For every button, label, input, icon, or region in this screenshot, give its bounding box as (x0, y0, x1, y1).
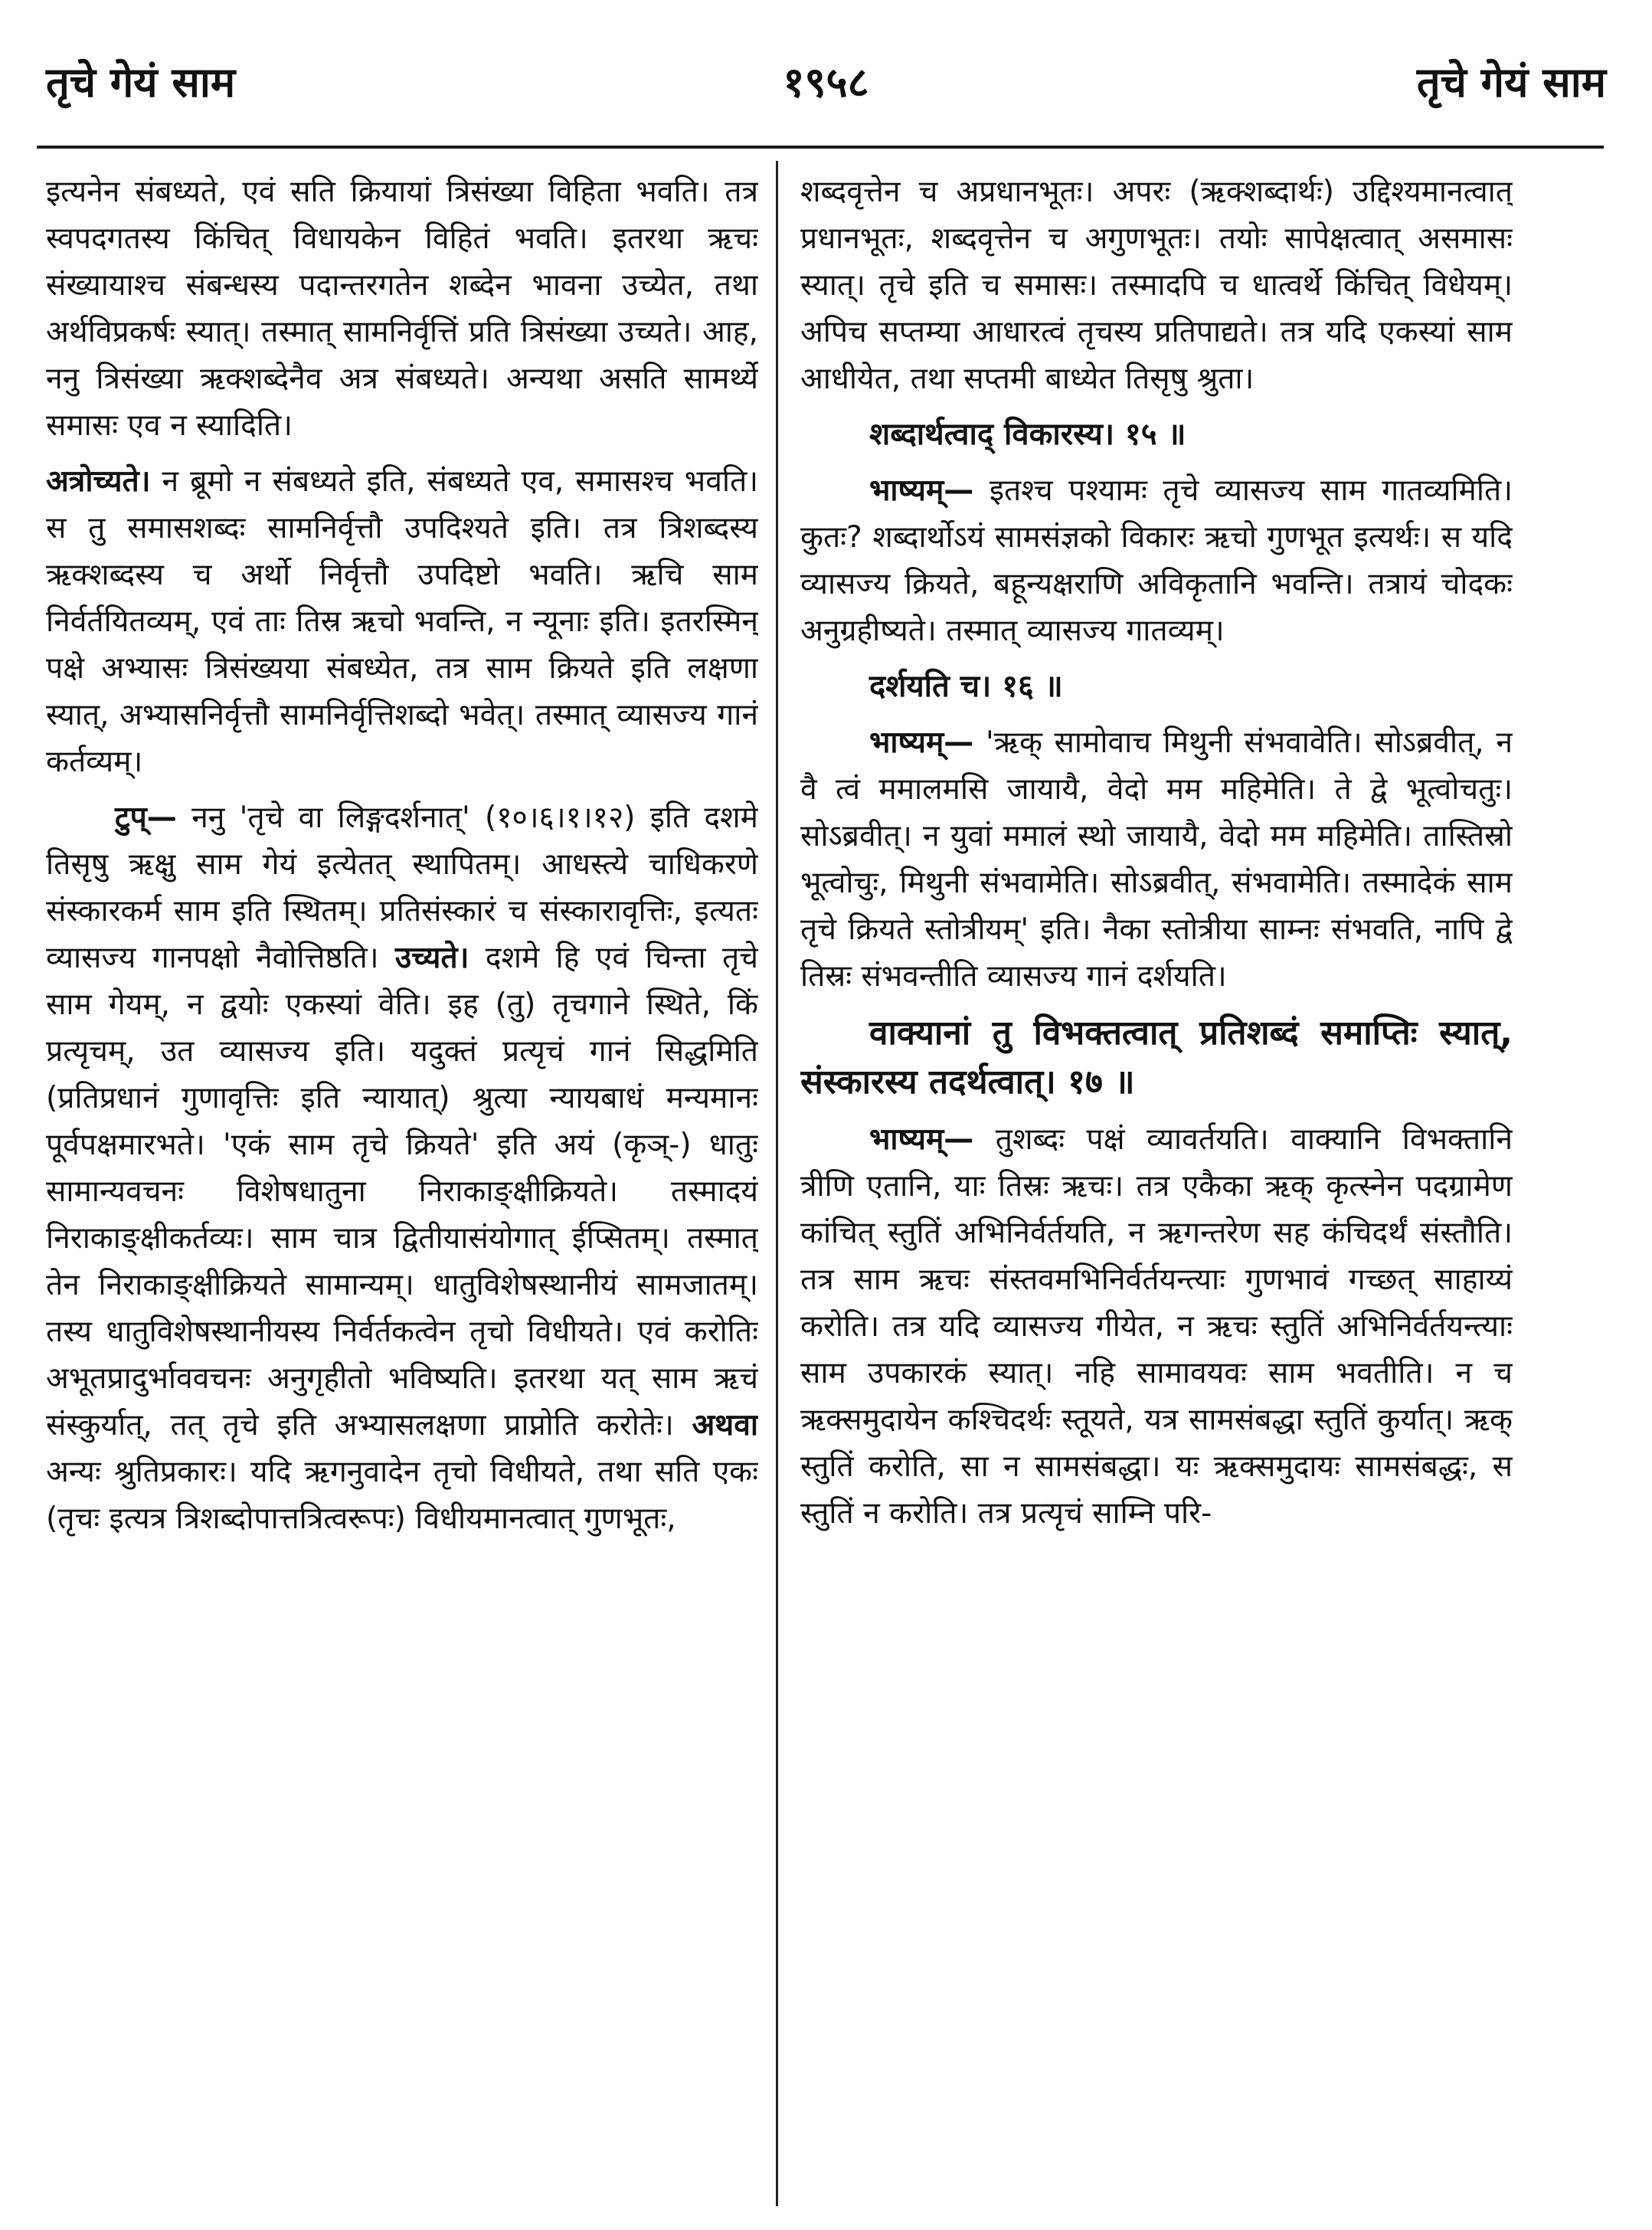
paragraph: शब्दवृत्तेन च अप्रधानभूतः। अपरः (ऋक्शब्दार्थः) उद्दिश्यमानत्वात् प्रधानभूतः, शब्दवृत्तेन च अगुणभूतः। तयोः सापेक्षत्वात् असमासः स्यात्। तृचे इति च समासः। तस्मादपि च धात्वर्थे किंचित् विधेयम्। अपिच सप्तम्या आधारत्वं तृचस्य प्रतिपाद्यते। तत्र यदि एकस्यां साम आधीयेत, तथा सप्तमी बाध्येत तिसृषु श्रुता। (800, 175, 1513, 396)
page-number: १९५८ (783, 58, 869, 106)
bhashya-text: इतश्च पश्यामः तृचे व्यासज्य साम गातव्यमिति। कुतः? शब्दार्थोऽयं सामसंज्ञको विकारः ऋचो गुणभूत इत्यर्थः। स यदि व्यासज्य क्रियते, बहून्यक्षराणि अविकृतानि भवन्ति। तत्रायं चोदकः अनुग्रहीष्यते। तस्मात् व्यासज्य गातव्यम्। (800, 473, 1513, 648)
sutra-17: वाक्यानां तु विभक्तत्वात् प्रतिशब्दं समाप्तिः स्यात्, संस्कारस्य तदर्थत्वात्। १७ ॥ (800, 1013, 1513, 1102)
bhashya-label: भाष्यम्— (869, 725, 974, 760)
sutra-15: शब्दार्थत्वाद् विकारस्य। १५ ॥ (869, 417, 1186, 452)
running-head-left: तृचे गेयं साम (46, 58, 236, 106)
paragraph-lead: अथवा (692, 1408, 758, 1442)
paragraph-text: दशमे हि एवं चिन्ता तृचे साम गेयम्, न द्वयोः एकस्यां वेति। इह (तु) तृचगाने स्थिते, किं प्रत्यृचम्, उत व्यासज्य इति। यदुक्तं प्रत्यृचं गानं सिद्धमिति (प्रतिप्रधानं गुणावृत्तिः इति न्यायात्) श्रुत्या न्यायबाधं मन्यमानः पूर्वपक्षमारभते। 'एकं साम तृचे क्रियते' इति अयं (कृञ्-) धातुः सामान्यवचनः विशेषधातुना निराकाङ्क्षीक्रियते। तस्मादयं निराकाङ्क्षीकर्तव्यः। साम चात्र द्वितीयासंयोगात् ईप्सितम्। तस्मात् तेन निराकाङ्क्षीक्रियते सामान्यम्। धातुविशेषस्थानीयं सामजातम्। तस्य धातुविशेषस्थानीयस्य निर्वर्तकत्वेन तृचो विधीयते। एवं करोतिः अभूतप्रादुर्भाववचनः अनुगृहीतो भविष्यति। इतरथा यत् साम ऋचं संस्कुर्यात्, तत् तृचे इति अभ्यासलक्षणा प्राप्नोति करोतेः। (46, 941, 758, 1442)
sutra-16: दर्शयति च। १६ ॥ (869, 669, 1063, 704)
paragraph-lead: उच्यते। (394, 941, 469, 975)
paragraph-text: न ब्रूमो न संबध्यते इति, संबध्यते एव, समासश्च भवति। स तु समासशब्दः सामनिर्वृत्तौ उपदिश्यते इति। तत्र त्रिशब्दस्य ऋक्शब्दस्य च अर्थो निर्वृत्तौ उपदिष्टो भवति। ऋचि साम निर्वर्तयितव्यम्, एवं ताः तिस्र ऋचो भवन्ति, न न्यूनाः इति। इतरस्मिन् पक्षे अभ्यासः त्रिसंख्यया संबध्येत, तत्र साम क्रियते इति लक्षणा स्यात्, अभ्यासनिर्वृत्तौ सामनिर्वृत्तिशब्दो भवेत्। तस्मात् व्यासज्य गानं कर्तव्यम्। (46, 464, 758, 779)
bhashya-16 (800, 719, 1513, 1000)
column-divider (776, 161, 778, 2206)
bhashya-17 (800, 1116, 1513, 1537)
bhashya-label: भाष्यम्— (869, 1122, 974, 1157)
running-head (31, 44, 1621, 121)
bhashya-15 (800, 467, 1513, 654)
right-column (800, 169, 1513, 2206)
header-rule (37, 146, 1604, 149)
paragraph (46, 794, 758, 1542)
paragraph-lead: अत्रोच्यते। (46, 464, 151, 499)
paragraph-lead: टुप्— (115, 801, 177, 835)
paragraph (46, 458, 758, 785)
paragraph-text: ननु 'तृचे वा लिङ्गदर्शनात्' (१०।६।१।१२) इति दशमे तिसृषु ऋक्षु साम गेयं इत्येतत् स्थापितम्। आधस्त्ये चाधिकरणे संस्कारकर्म साम इति स्थितम्। प्रतिसंस्कारं च संस्कारावृत्तिः, इत्यतः व्यासज्य गानपक्षो नैवोत्तिष्ठति। (46, 801, 758, 975)
paragraph: इत्यनेन संबध्यते, एवं सति क्रियायां त्रिसंख्या विहिता भवति। तत्र स्वपदगतस्य किंचित् विधायकेन विहितं भवति। इतरथा ऋचः संख्यायाश्च संबन्धस्य पदान्तरगतेन शब्देन भावना उच्येत, तथा अर्थविप्रकर्षः स्यात्। तस्मात् सामनिर्वृत्तिं प्रति त्रिसंख्या उच्यते। आह, ननु त्रिसंख्या ऋक्शब्देनैव अत्र संबध्यते। अन्यथा असति सामर्थ्ये समासः एव न स्यादिति। (46, 175, 758, 443)
bhashya-label: भाष्यम्— (869, 473, 974, 508)
bhashya-text: तुशब्दः पक्षं व्यावर्तयति। वाक्यानि विभक्तानि त्रीणि एतानि, याः तिस्रः ऋचः। तत्र एकैका ऋक् कृत्स्नेन पदग्रामेण कांचित् स्तुतिं अभिनिर्वर्तयति, न ऋगन्तरेण सह कंचिदर्थं संस्तौति। तत्र साम ऋचः संस्तवमभिनिर्वर्तयन्त्याः गुणभावं गच्छत् साहाय्यं करोति। तत्र यदि व्यासज्य गीयेत, न ऋचः स्तुतिं अभिनिर्वर्तयन्त्याः साम उपकारकं स्यात्। नहि सामावयवः साम भवतीति। न च ऋक्समुदायेन कश्चिदर्थः स्तूयते, यत्र सामसंबद्धा स्तुतिं कुर्यात्। ऋक् स्तुतिं करोति, सा न सामसंबद्धा। यः ऋक्समुदायः सामसंबद्धः, स स्तुतिं न करोति। तत्र प्रत्यृचं साम्नि परि- (800, 1122, 1513, 1531)
paragraph-text: अन्यः श्रुतिप्रकारः। यदि ऋगनुवादेन तृचो विधीयते, तथा सति एकः (तृचः इत्यत्र त्रिशब्दोपात्तत्रित्वरूपः) विधीयमानत्वात् गुणभूतः, (46, 1455, 758, 1536)
running-head-right: तृचे गेयं साम (1416, 58, 1606, 106)
left-column (46, 169, 758, 2206)
bhashya-text: 'ऋक् सामोवाच मिथुनी संभवावेति। सोऽब्रवीत्, न वै त्वं ममालमसि जायायै, वेदो मम महिमेति। ते द्वे भूत्वोचतुः। सोऽब्रवीत्। न युवां ममालं स्थो जायायै, वेदो मम महिमेति। तास्तिस्रो भूत्वोचुः, मिथुनी संभवामेति। सोऽब्रवीत्, संभवामेति। तस्मादेकं साम तृचे क्रियते स्तोत्रीयम्' इति। नैका स्तोत्रीया साम्नः संभवति, नापि द्वे तिस्रः संभवन्तीति व्यासज्य गानं दर्शयति। (800, 725, 1513, 994)
